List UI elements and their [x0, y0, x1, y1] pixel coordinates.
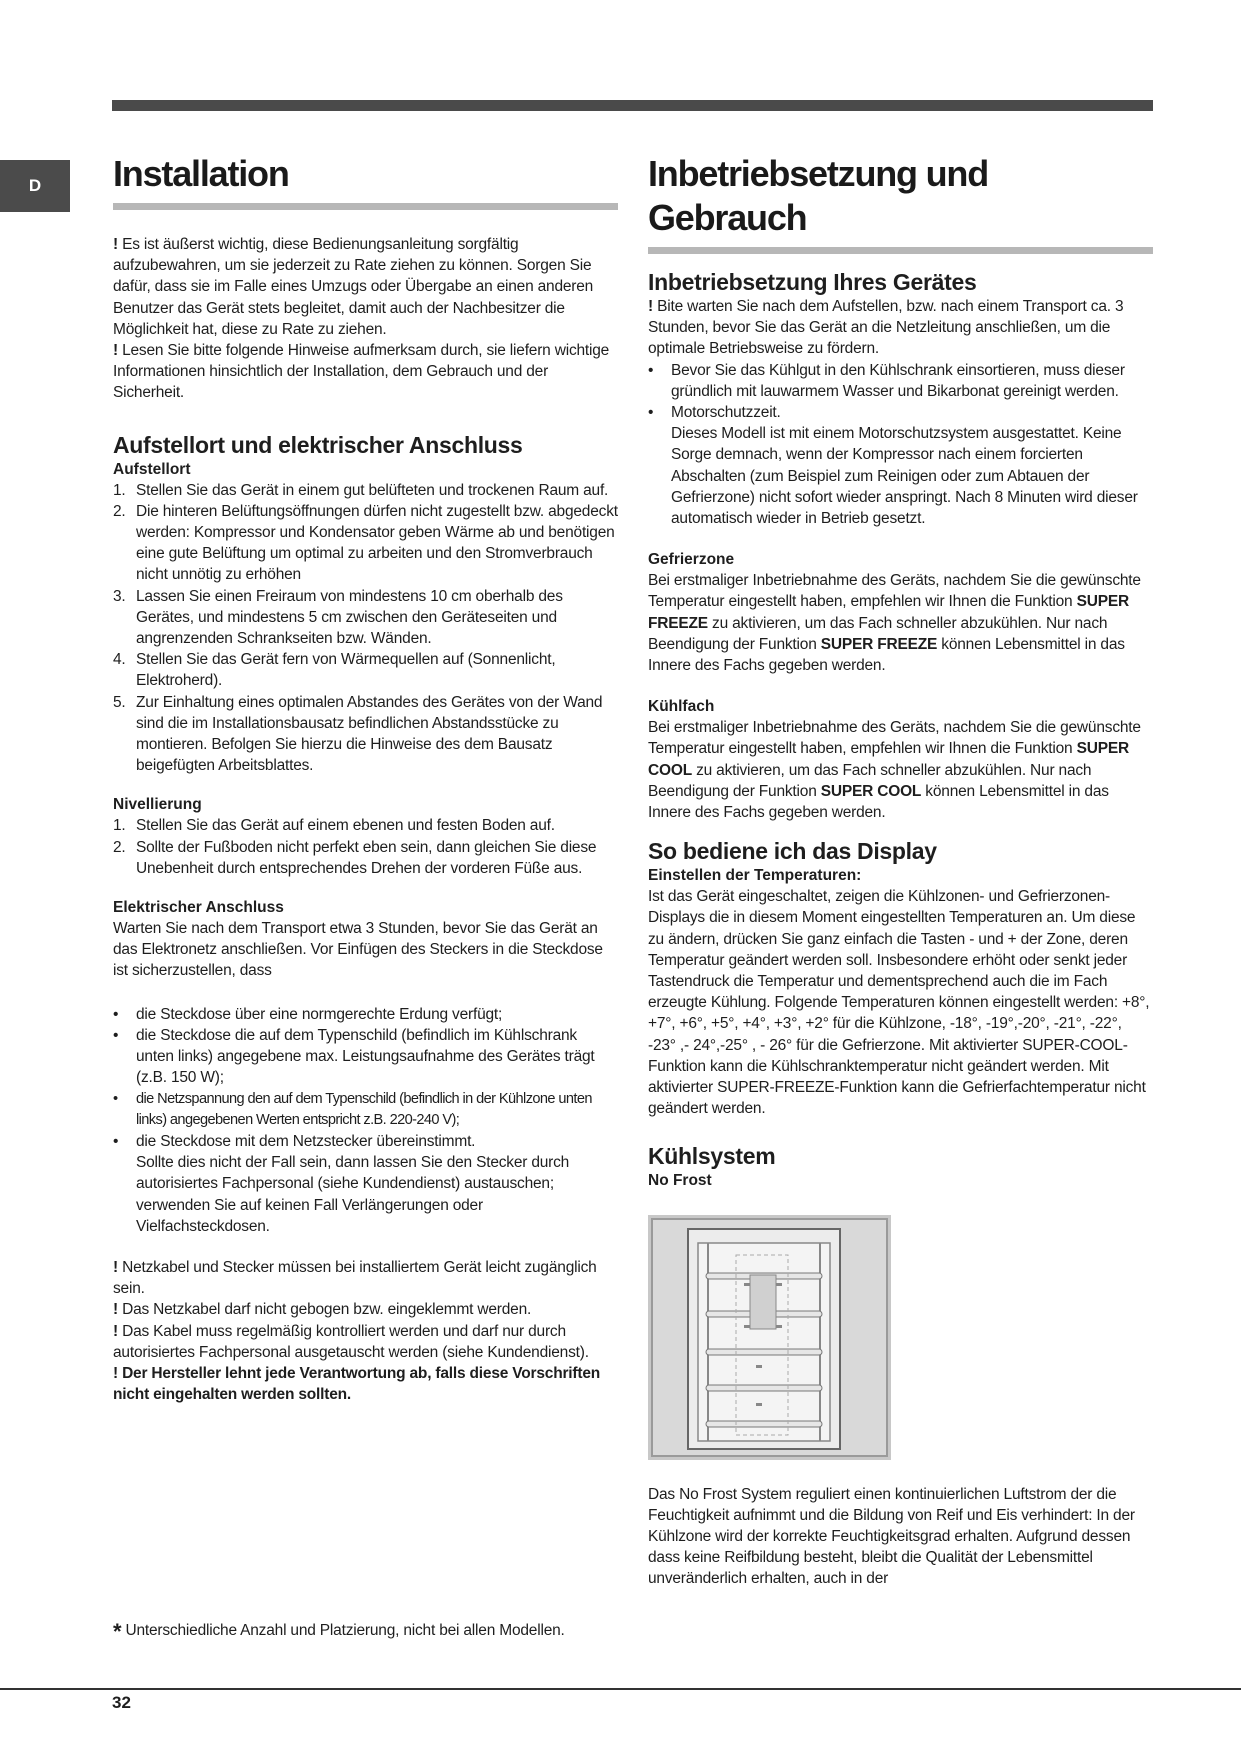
list-item: 2. Sollte der Fußboden nicht perfekt eben sein, dann gleichen Sie diese Unebenheit durch entsprechendes Drehen der vorderen Füße aus.	[113, 838, 597, 877]
list-item: 1. Stellen Sie das Gerät in einem gut belüfteten und trockenen Raum auf.	[113, 481, 609, 499]
list-item: 4. Stellen Sie das Gerät fern von Wärmequellen auf (Sonnenlicht, Elektroherd).	[113, 651, 556, 690]
bullet-item: • die Steckdose über eine normgerechte Erdung verfügt;	[113, 1005, 503, 1023]
language-tab: D	[0, 160, 70, 212]
inbetriebsetzung-title: Inbetriebsetzung und Gebrauch	[648, 153, 988, 238]
intro-block	[113, 234, 618, 404]
nivellierung-list	[113, 815, 618, 879]
intro-text: Es ist äußerst wichtig, diese Bedienungsanleitung sorgfältig aufzubewahren, um sie jederzeit zu Rate ziehen zu können. Sorgen Sie dafür, dass sie im Falle eines Umzugs oder Übergabe an einen anderen Benutzer das Gerät stets begleitet, damit auch der Nachbesitzer die Möglichkeit hat, diese zu Rate zu ziehen.	[113, 236, 594, 338]
subsection-title-kuehlfach: Kühlfach	[648, 698, 715, 716]
bullet-item: • Bevor Sie das Kühlgut in den Kühlschrank einsortieren, muss dieser gründlich mit lauwarmem Wasser und Bikarbonat gereinigt werden.	[648, 361, 1125, 400]
bullet-item: • die Steckdose mit dem Netzstecker übereinstimmt.	[113, 1132, 476, 1150]
installation-title: Installation	[113, 153, 289, 194]
exclamation-mark: !	[113, 236, 118, 253]
footnote-text: Unterschiedliche Anzahl und Platzierung, nicht bei allen Modellen.	[121, 1622, 565, 1639]
list-item: 3. Lassen Sie einen Freiraum von mindestens 10 cm oberhalb des Gerätes, und mindestens 5 cm zwischen den Geräteseiten und angrenzenden Schrankseiten bzw. Wänden.	[113, 587, 563, 648]
warning-paragraph: ! Das Netzkabel darf nicht gebogen bzw. eingeklemmt werden.	[113, 1301, 532, 1319]
anschluss-followup: Sollte dies nicht der Fall sein, dann lassen Sie den Stecker durch autorisiertes Fachpersonal (siehe Kundendienst) austauschen; verwenden Sie auf keinen Fall Verlängerungen oder Vielfachsteckdosen.	[136, 1154, 570, 1235]
warnings-block	[113, 1257, 618, 1405]
inbetriebsetzung-intro: ! Bite warten Sie nach dem Aufstellen, bzw. nach einem Transport ca. 3 Stunden, bevor Sie das Gerät an die Netzleitung anschließen, um die optimale Betriebsweise zu fördern.	[648, 298, 1124, 358]
section-title-inbetriebsetzung: Inbetriebsetzung Ihres Gerätes	[648, 269, 977, 295]
section-title-display: So bediene ich das Display	[648, 838, 937, 865]
bullet-item: • die Netzspannung den auf dem Typenschild (befindlich in der Kühlzone unten links) angegebenen Werten entspricht z.B. 220-240 V);	[113, 1090, 592, 1128]
list-item: 1. Stellen Sie das Gerät auf einem ebenen und festen Boden auf.	[113, 817, 555, 835]
anschluss-bullets	[113, 1004, 618, 1152]
right-column	[648, 152, 1153, 1590]
kuehlfach-text: Bei erstmaliger Inbetriebnahme des Geräts, nachdem Sie die gewünschte Temperatur eingestellt haben, empfehlen wir Ihnen die Funktion SUPER COOL zu aktivieren, um das Fach schneller abzukühlen. Nur nach Beendigung der Funktion SUPER COOL können Lebensmittel in das Innere des Fachs gegeben werden.	[648, 719, 1141, 822]
subsection-title-no-frost: No Frost	[648, 1171, 712, 1189]
intro-paragraph	[113, 234, 618, 340]
subsection-title-gefrierzone: Gefrierzone	[648, 551, 735, 569]
intro-text: Lesen Sie bitte folgende Hinweise aufmerksam durch, sie liefern wichtige Informationen hinsichtlich der Installation, dem Gebrauch und der Sicherheit.	[113, 342, 610, 402]
warning-paragraph: ! Netzkabel und Stecker müssen bei installiertem Gerät leicht zugänglich sein.	[113, 1258, 597, 1298]
display-text: Ist das Gerät eingeschaltet, zeigen die Kühlzonen- und Gefrierzonen-Displays die in diesem Moment eingestellten Temperaturen an. Um diese zu ändern, drücken Sie ganz einfach die Tasten - und + der Zone, deren Temperatur geändert werden soll. Insbesondere erhöht oder senkt jeder Tastendruck die Temperatur und dementsprechend auch die im Fach erzeugte Kühlung. Folgende Temperaturen können eingestellt werden: +8°, +7°, +6°, +5°, +4°, +3°, +2° für die Kühlzone, -18°, -19°,-20°, -21°, -22°, -23° ,- 24°,-25° , - 26° für die Gefrierzone. Mit aktivierter SUPER-COOL-Funktion kann die Kühlschranktemperatur nicht geändert werden. Mit aktivierter SUPER-FREEZE-Funktion kann die Gefrierfachtemperatur nicht geändert werden.	[648, 888, 1150, 1118]
footnote-star: *	[113, 1619, 122, 1644]
subsection-title-aufstellort: Aufstellort	[113, 460, 191, 478]
section-title-aufstellort-anschluss: Aufstellort und elektrischer Anschluss	[113, 431, 523, 458]
subsection-title-temperaturen: Einstellen der Temperaturen:	[648, 867, 862, 885]
title-rule	[113, 203, 618, 210]
bullet-item: • die Steckdose die auf dem Typenschild (befindlich im Kühlschrank unten links) angegebene max. Leistungsaufnahme des Gerätes trägt (z.B. 150 W);	[113, 1026, 595, 1087]
motorschutz-text: Dieses Modell ist mit einem Motorschutzsystem ausgestattet. Keine Sorge demnach, wenn der Kompressor nach einem forcierten Abschalten (zum Beispiel zum Reinigen oder zum Abtauen der Gefrierzone) nicht sofort wieder anspringt. Nach 8 Minuten wird dieser automatisch wieder in Betrieb gesetzt.	[671, 425, 1138, 528]
exclamation-mark: !	[113, 342, 118, 360]
footnote	[113, 1620, 633, 1642]
page-number: 32	[112, 1693, 131, 1712]
left-column	[113, 152, 618, 1405]
inbetriebsetzung-bullets	[648, 360, 1153, 424]
anschluss-intro: Warten Sie nach dem Transport etwa 3 Stunden, bevor Sie das Gerät an das Elektronetz anschließen. Vor Einfügen des Steckers in die Steckdose ist sicherzustellen, dass	[113, 920, 603, 980]
bullet-item: • Motorschutzzeit.	[648, 404, 781, 422]
section-title-kuehlsystem: Kühlsystem	[648, 1142, 776, 1169]
manufacturer-disclaimer: ! Der Hersteller lehnt jede Verantwortung ab, falls diese Vorschriften nicht eingehalten werden sollten.	[113, 1364, 601, 1404]
warning-paragraph: ! Das Kabel muss regelmäßig kontrolliert werden und darf nur durch autorisiertes Fachpersonal ausgetauscht werden (siehe Kundendienst).	[113, 1322, 589, 1361]
bottom-rule	[0, 1688, 1241, 1690]
list-item: 2. Die hinteren Belüftungsöffnungen dürfen nicht zugestellt bzw. abgedeckt werden: Kompressor und Kondensator geben Wärme ab und benötigen eine gute Belüftung um optimal zu arbeiten und den Stromverbrauch nicht unnötig zu erhöhen	[113, 502, 618, 584]
no-frost-fridge-illustration	[648, 1215, 891, 1460]
top-rule	[112, 100, 1153, 111]
no-frost-text: Das No Frost System reguliert einen kontinuierlichen Luftstrom der die Feuchtigkeit aufnimmt und die Bildung von Reif und Eis verhindert: In der Kühlzone wird der korrekte Feuchtigkeitsgrad erhalten. Aufgrund dessen dass keine Reifbildung besteht, bleibt die Qualität der Lebensmittel unveränderlich erhalten, auch in der	[648, 1485, 1135, 1588]
subsection-title-elektrischer-anschluss: Elektrischer Anschluss	[113, 899, 284, 917]
fridge-drawing	[648, 1215, 891, 1460]
intro-paragraph	[113, 340, 618, 404]
subsection-title-nivellierung: Nivellierung	[113, 796, 202, 814]
aufstellort-list	[113, 480, 618, 777]
list-item: 5. Zur Einhaltung eines optimalen Abstandes des Gerätes von der Wand sind die im Installationsbausatz befindlichen Abstandsstücke zu montieren. Befolgen Sie hierzu die Hinweise des dem Bausatz beigefügten Arbeitsblattes.	[113, 693, 603, 775]
gefrierzone-text: Bei erstmaliger Inbetriebnahme des Geräts, nachdem Sie die gewünschte Temperatur eingestellt haben, empfehlen wir Ihnen die Funktion SUPER FREEZE zu aktivieren, um das Fach schneller abzukühlen. Nur nach Beendigung der Funktion SUPER FREEZE können Lebensmittel in das Innere des Fachs gegeben werden.	[648, 572, 1141, 675]
title-rule	[648, 247, 1153, 254]
